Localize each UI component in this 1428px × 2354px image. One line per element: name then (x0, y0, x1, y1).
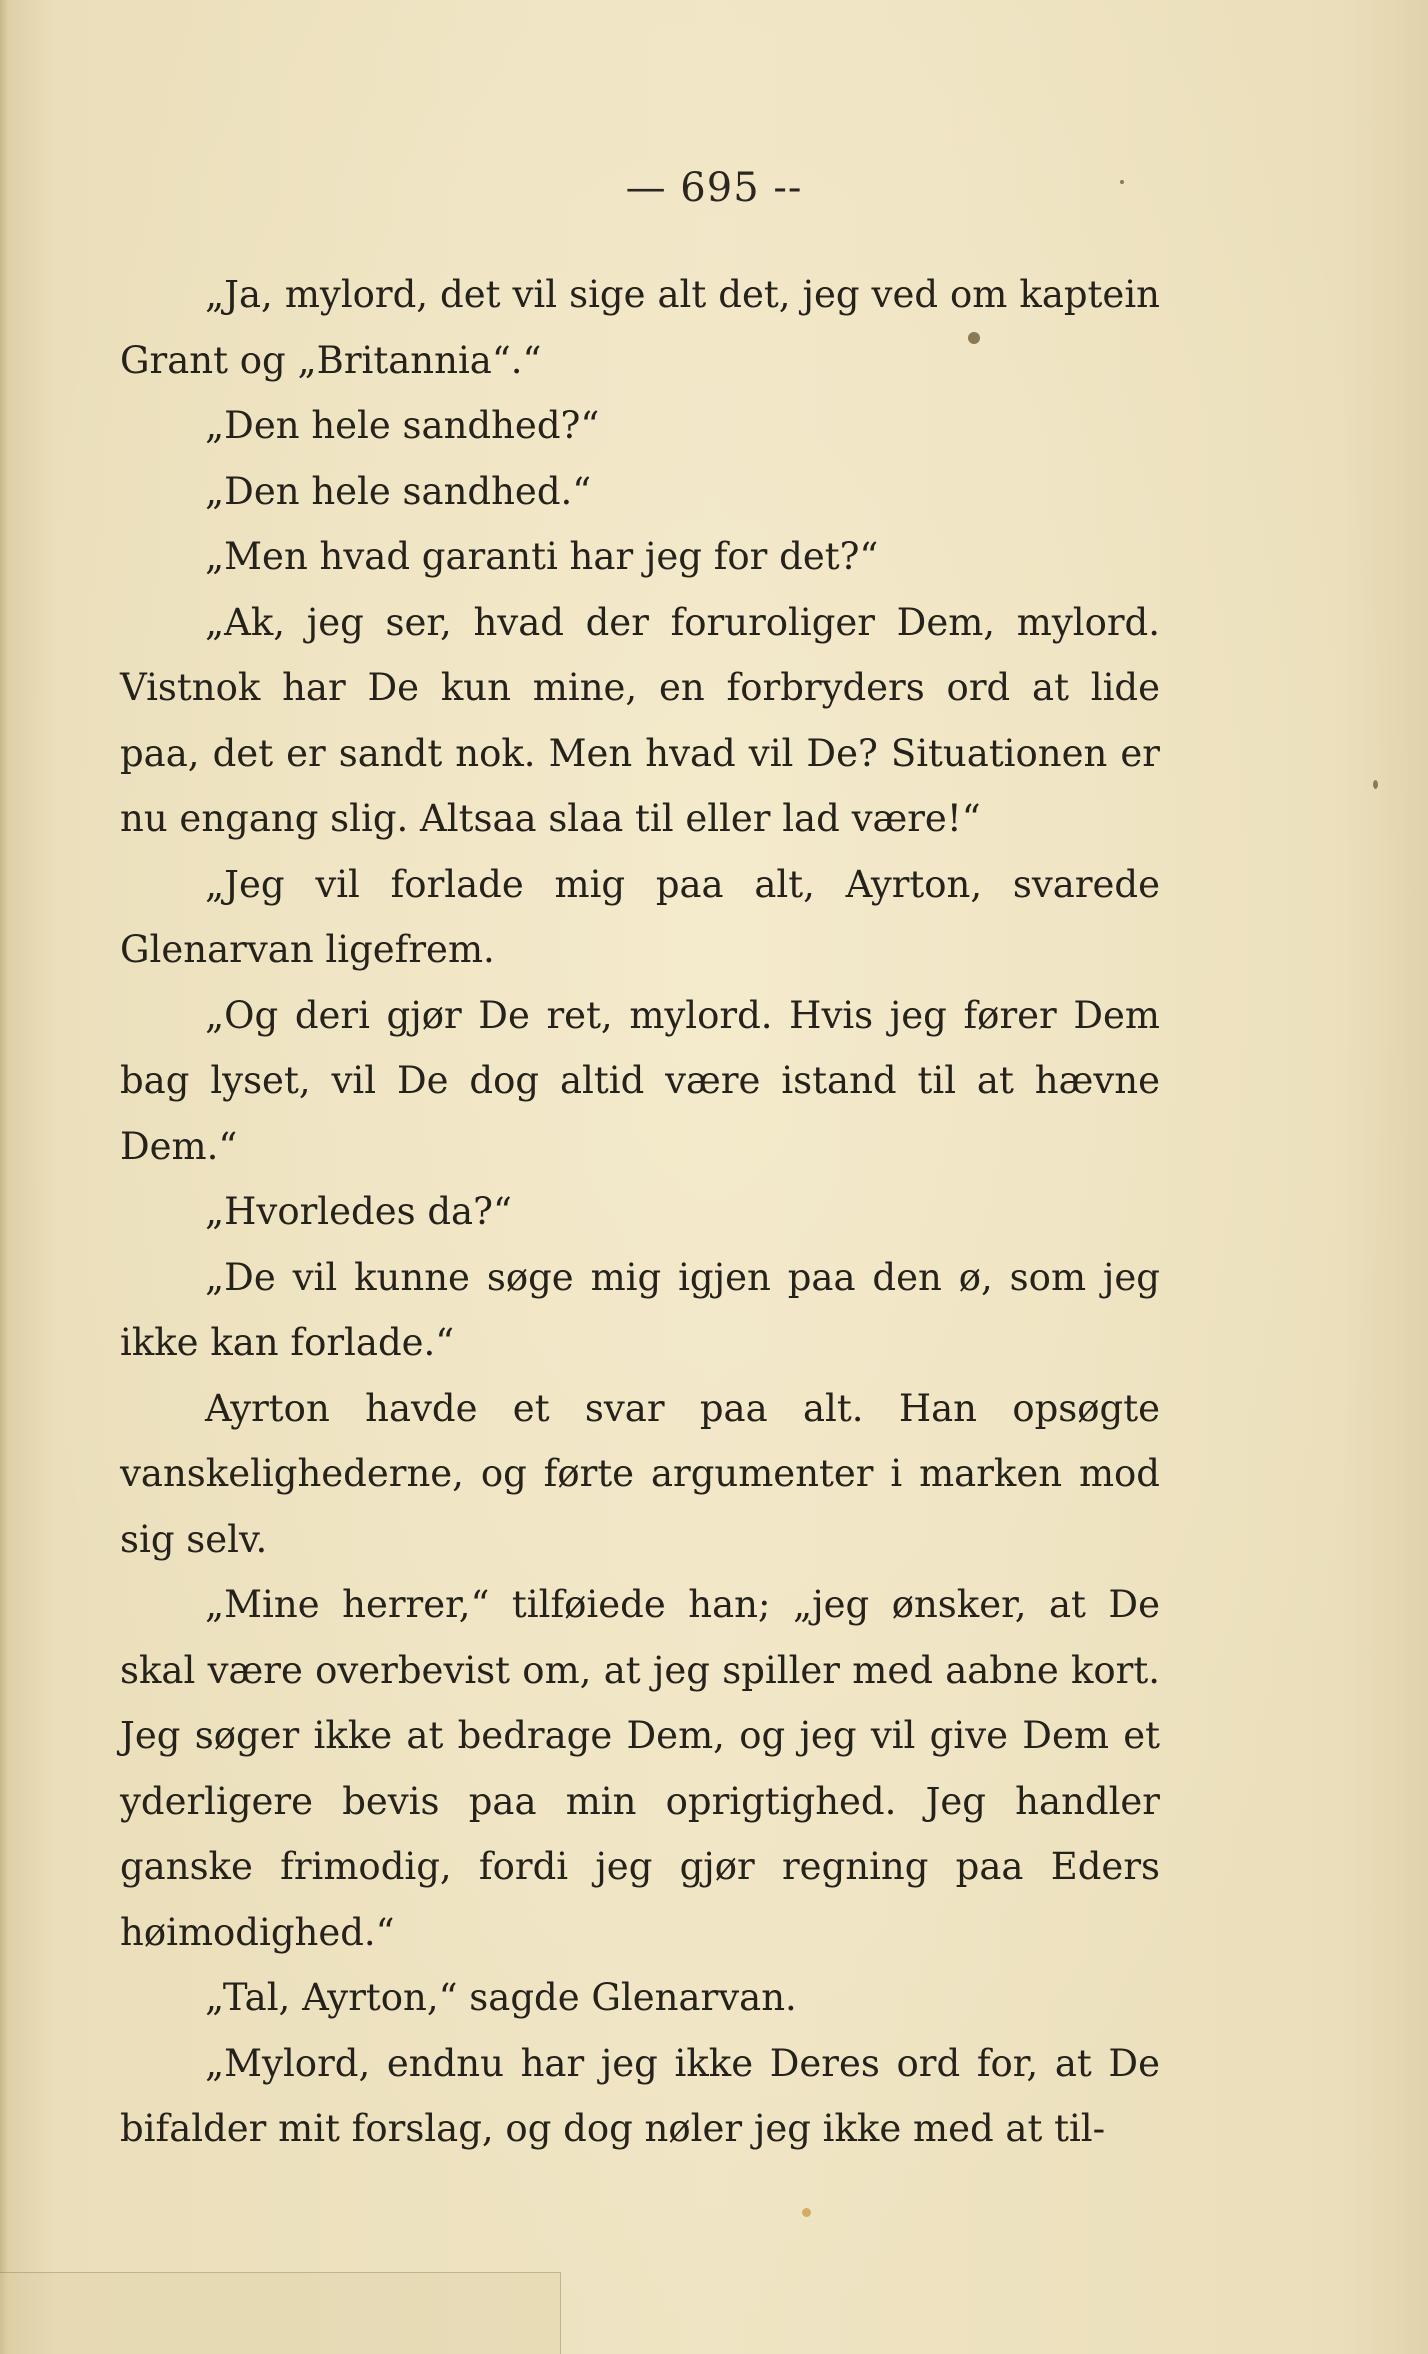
paragraph: „Mylord, endnu har jeg ikke Deres ord for, at De bifalder mit forslag, og dog nøler jeg ikke med at til- (120, 2041, 1160, 2150)
paragraph: „Hvorledes da?“ (205, 1190, 512, 1233)
paragraph: „Den hele sandhed?“ (205, 404, 600, 447)
paragraph: „Ak, jeg ser, hvad der foruroliger Dem, mylord. Vistnok har De kun mine, en forbryders ord at lide paa, det er sandt nok. Men hvad vil De? Situationen er nu engang slig. Altsaa slaa til eller lad være!“ (120, 600, 1160, 840)
foxing-stain (802, 2208, 811, 2217)
paragraph: „De vil kunne søge mig igjen paa den ø, som jeg ikke kan forlade.“ (120, 1255, 1160, 1364)
paper-fold-mark (0, 2272, 561, 2354)
page-number: — 695 -- (625, 165, 803, 211)
ink-speck (968, 332, 980, 344)
ink-speck (1373, 780, 1378, 789)
body-text (120, 262, 1160, 2162)
paragraph: „Mine herrer,“ tilføiede han; „jeg ønsker, at De skal være overbevist om, at jeg spiller med aabne kort. Jeg søger ikke at bedrage Dem, og jeg vil give Dem et yderligere bevis paa min oprigtighed. Jeg handler ganske frimodig, fordi jeg gjør regning paa Eders høimodighed.“ (120, 1583, 1160, 1954)
paragraph: „Men hvad garanti har jeg for det?“ (205, 535, 879, 578)
ink-speck (1120, 180, 1124, 184)
paragraph: „Tal, Ayrton,“ sagde Glenarvan. (205, 1976, 797, 2019)
page-gutter-shadow (0, 0, 8, 2354)
paragraph: „Ja, mylord, det vil sige alt det, jeg ved om kaptein Grant og „Britannia“.“ (120, 273, 1160, 382)
paragraph: „Jeg vil forlade mig paa alt, Ayrton, svarede Glenarvan ligefrem. (120, 862, 1160, 971)
paragraph: Ayrton havde et svar paa alt. Han opsøgte vanskelighederne, og førte argumenter i marken mod sig selv. (120, 1386, 1160, 1561)
paragraph: „Og deri gjør De ret, mylord. Hvis jeg fører Dem bag lyset, vil De dog altid være istand til at hævne Dem.“ (120, 993, 1160, 1168)
paragraph: „Den hele sandhed.“ (205, 469, 592, 513)
